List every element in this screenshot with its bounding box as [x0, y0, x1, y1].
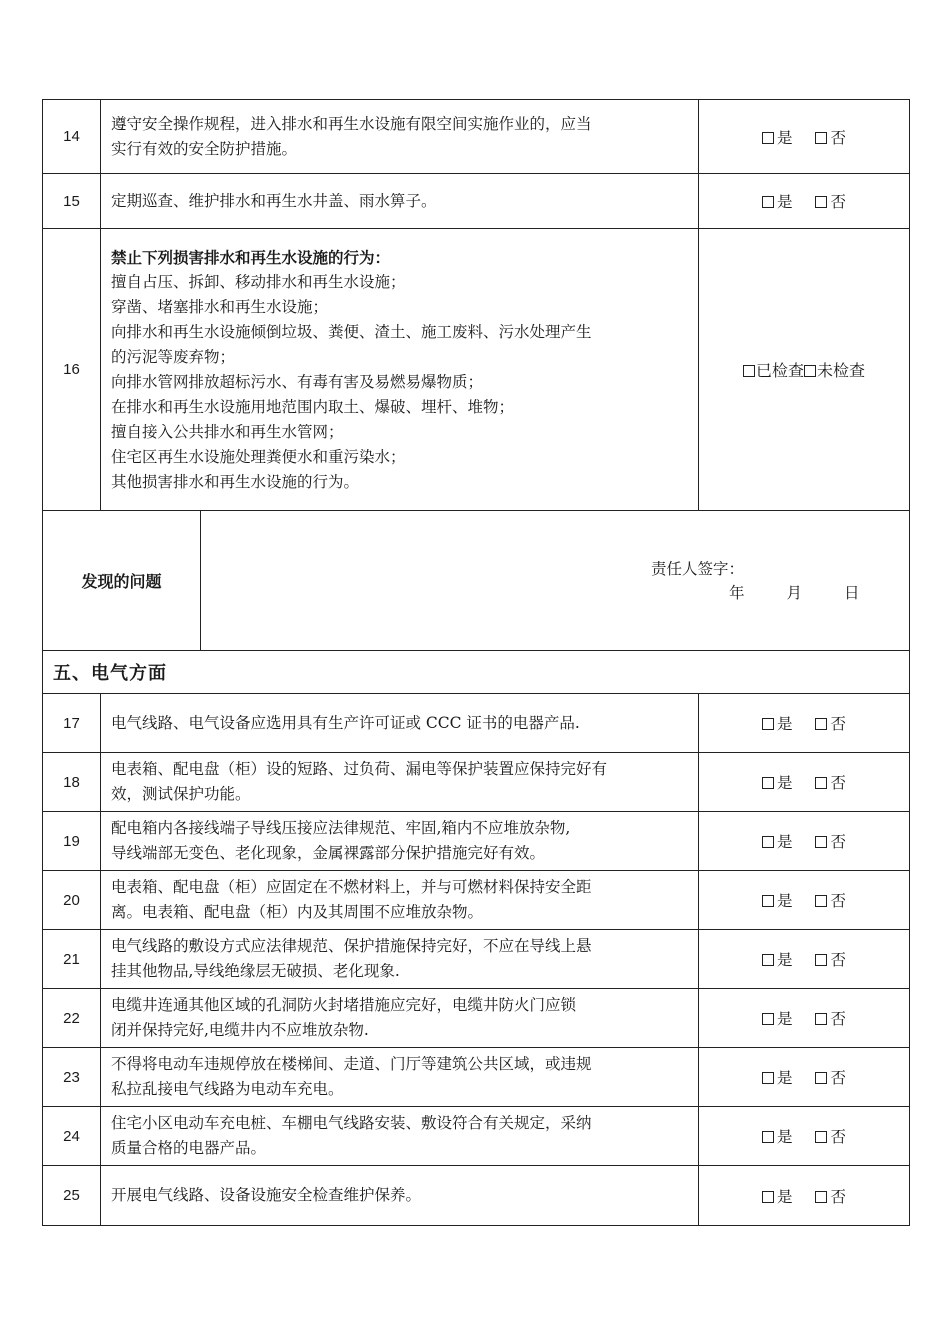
no-option[interactable]: 否	[815, 948, 846, 970]
yes-option[interactable]: 是	[762, 1066, 793, 1088]
yes-option[interactable]: 是	[762, 948, 793, 970]
yes-no-checkbox-group	[699, 871, 910, 930]
item-number: 19	[43, 812, 101, 871]
item-number: 24	[43, 1107, 101, 1166]
checkbox[interactable]	[815, 132, 827, 144]
checkbox[interactable]	[762, 1072, 774, 1084]
item-number: 17	[43, 694, 101, 753]
issues-row	[43, 511, 910, 651]
issues-label: 发现的问题	[43, 511, 201, 651]
checkbox[interactable]	[815, 1191, 827, 1203]
checked-status-group	[699, 229, 910, 511]
item-description: 遵守安全操作规程，进入排水和再生水设施有限空间实施作业的，应当 实行有效的安全防护措施。	[101, 100, 699, 174]
item-number: 21	[43, 930, 101, 989]
yes-option[interactable]: 是	[762, 830, 793, 852]
table-row	[43, 812, 910, 871]
item-description: 不得将电动车违规停放在楼梯间、走道、门厅等建筑公共区域，或违规 私拉乱接电气线路为电动车充电。	[101, 1048, 699, 1107]
no-option[interactable]: 否	[815, 1125, 846, 1147]
table-row	[43, 174, 910, 229]
checkbox[interactable]	[762, 777, 774, 789]
no-option[interactable]: 否	[815, 889, 846, 911]
checkbox[interactable]	[815, 836, 827, 848]
checkbox[interactable]	[762, 1131, 774, 1143]
date-line: 年 月 日	[729, 584, 860, 602]
yes-no-checkbox-group	[699, 812, 910, 871]
table-row	[43, 100, 910, 174]
yes-option[interactable]: 是	[762, 1007, 793, 1029]
item-number: 23	[43, 1048, 101, 1107]
checkbox[interactable]	[815, 954, 827, 966]
table-row	[43, 1048, 910, 1107]
checkbox[interactable]	[743, 365, 755, 377]
yes-option[interactable]: 是	[762, 771, 793, 793]
item-number: 16	[43, 229, 101, 511]
yes-no-checkbox-group	[699, 1107, 910, 1166]
section-title: 五、电气方面	[43, 651, 910, 694]
checkbox[interactable]	[762, 954, 774, 966]
no-option[interactable]: 否	[815, 1066, 846, 1088]
item-description: 电气线路、电气设备应选用具有生产许可证或 CCC 证书的电器产品.	[101, 694, 699, 753]
item-number: 14	[43, 100, 101, 174]
checkbox[interactable]	[815, 895, 827, 907]
table-row	[43, 989, 910, 1048]
table-row	[43, 1107, 910, 1166]
item-number: 25	[43, 1166, 101, 1226]
checkbox[interactable]	[762, 196, 774, 208]
checkbox[interactable]	[762, 895, 774, 907]
yes-no-checkbox-group	[699, 753, 910, 812]
yes-option[interactable]: 是	[762, 190, 793, 212]
item-description: 禁止下列损害排水和再生水设施的行为： 擅自占压、拆卸、移动排水和再生水设施； 穿凿、堵塞排水和再生水设施； 向排水和再生水设施倾倒垃圾、粪便、渣土、施工废料、污水处理产生 的污泥等废弃物； 向排水管网排放超标污水、有毒有害及易燃易爆物质； 在排水和再生水设施用地范围内取土、爆破、埋杆、堆物； 擅自接入公共排水和再生水管网； 住宅区再生水设施处理粪便水和重污染水； 其他损害排水和再生水设施的行为。	[101, 229, 699, 511]
no-option[interactable]: 否	[815, 1007, 846, 1029]
no-option[interactable]: 否	[815, 712, 846, 734]
yes-option[interactable]: 是	[762, 712, 793, 734]
checkbox[interactable]	[815, 718, 827, 730]
item-description: 配电箱内各接线端子导线压接应法律规范、牢固,箱内不应堆放杂物, 导线端部无变色、老化现象，金属裸露部分保护措施完好有效。	[101, 812, 699, 871]
table-row	[43, 694, 910, 753]
checkbox[interactable]	[815, 1131, 827, 1143]
yes-no-checkbox-group	[699, 930, 910, 989]
table-row	[43, 1166, 910, 1226]
checkbox[interactable]	[815, 777, 827, 789]
no-option[interactable]: 否	[815, 1185, 846, 1207]
item-description: 电表箱、配电盘（柜）设的短路、过负荷、漏电等保护装置应保持完好有 效，测试保护功能。	[101, 753, 699, 812]
checkbox[interactable]	[815, 1072, 827, 1084]
table-row	[43, 229, 910, 511]
item-number: 15	[43, 174, 101, 229]
item-description: 电气线路的敷设方式应法律规范、保护措施保持完好，不应在导线上悬 挂其他物品,导线绝缘层无破损、老化现象.	[101, 930, 699, 989]
yes-no-checkbox-group	[699, 1166, 910, 1226]
signature-label: 责任人签字：	[651, 560, 745, 578]
checkbox[interactable]	[815, 196, 827, 208]
no-option[interactable]: 否	[815, 830, 846, 852]
checked-option[interactable]: 已检查	[743, 361, 804, 380]
table-row	[43, 753, 910, 812]
issues-input-area[interactable]	[201, 511, 910, 651]
yes-no-checkbox-group	[699, 1048, 910, 1107]
yes-no-checkbox-group	[699, 174, 910, 229]
yes-no-checkbox-group	[699, 989, 910, 1048]
section-header-row	[43, 651, 910, 694]
checkbox[interactable]	[762, 718, 774, 730]
yes-option[interactable]: 是	[762, 126, 793, 148]
table-row	[43, 930, 910, 989]
prohibition-heading: 禁止下列损害排水和再生水设施的行为：	[111, 247, 391, 267]
yes-option[interactable]: 是	[762, 1185, 793, 1207]
item-number: 22	[43, 989, 101, 1048]
yes-no-checkbox-group	[699, 100, 910, 174]
checkbox[interactable]	[762, 1191, 774, 1203]
checkbox[interactable]	[815, 1013, 827, 1025]
item-number: 18	[43, 753, 101, 812]
yes-no-checkbox-group	[699, 694, 910, 753]
item-description: 开展电气线路、设备设施安全检查维护保养。	[101, 1166, 699, 1226]
no-option[interactable]: 否	[815, 771, 846, 793]
table-row	[43, 871, 910, 930]
checkbox[interactable]	[762, 132, 774, 144]
item-description: 电表箱、配电盘（柜）应固定在不燃材料上，并与可燃材料保持安全距 离。电表箱、配电盘（柜）内及其周围不应堆放杂物。	[101, 871, 699, 930]
inspection-table	[42, 99, 910, 1226]
yes-option[interactable]: 是	[762, 889, 793, 911]
checkbox[interactable]	[762, 836, 774, 848]
item-description: 电缆井连通其他区域的孔洞防火封堵措施应完好，电缆井防火门应锁 闭并保持完好,电缆井内不应堆放杂物.	[101, 989, 699, 1048]
not-checked-option[interactable]: 未检查	[804, 361, 865, 380]
item-description: 住宅小区电动车充电桩、车棚电气线路安装、敷设符合有关规定，采纳 质量合格的电器产品。	[101, 1107, 699, 1166]
no-option[interactable]: 否	[815, 190, 846, 212]
no-option[interactable]: 否	[815, 126, 846, 148]
checkbox[interactable]	[804, 365, 816, 377]
yes-option[interactable]: 是	[762, 1125, 793, 1147]
checkbox[interactable]	[762, 1013, 774, 1025]
item-number: 20	[43, 871, 101, 930]
item-description: 定期巡查、维护排水和再生水井盖、雨水箅子。	[101, 174, 699, 229]
